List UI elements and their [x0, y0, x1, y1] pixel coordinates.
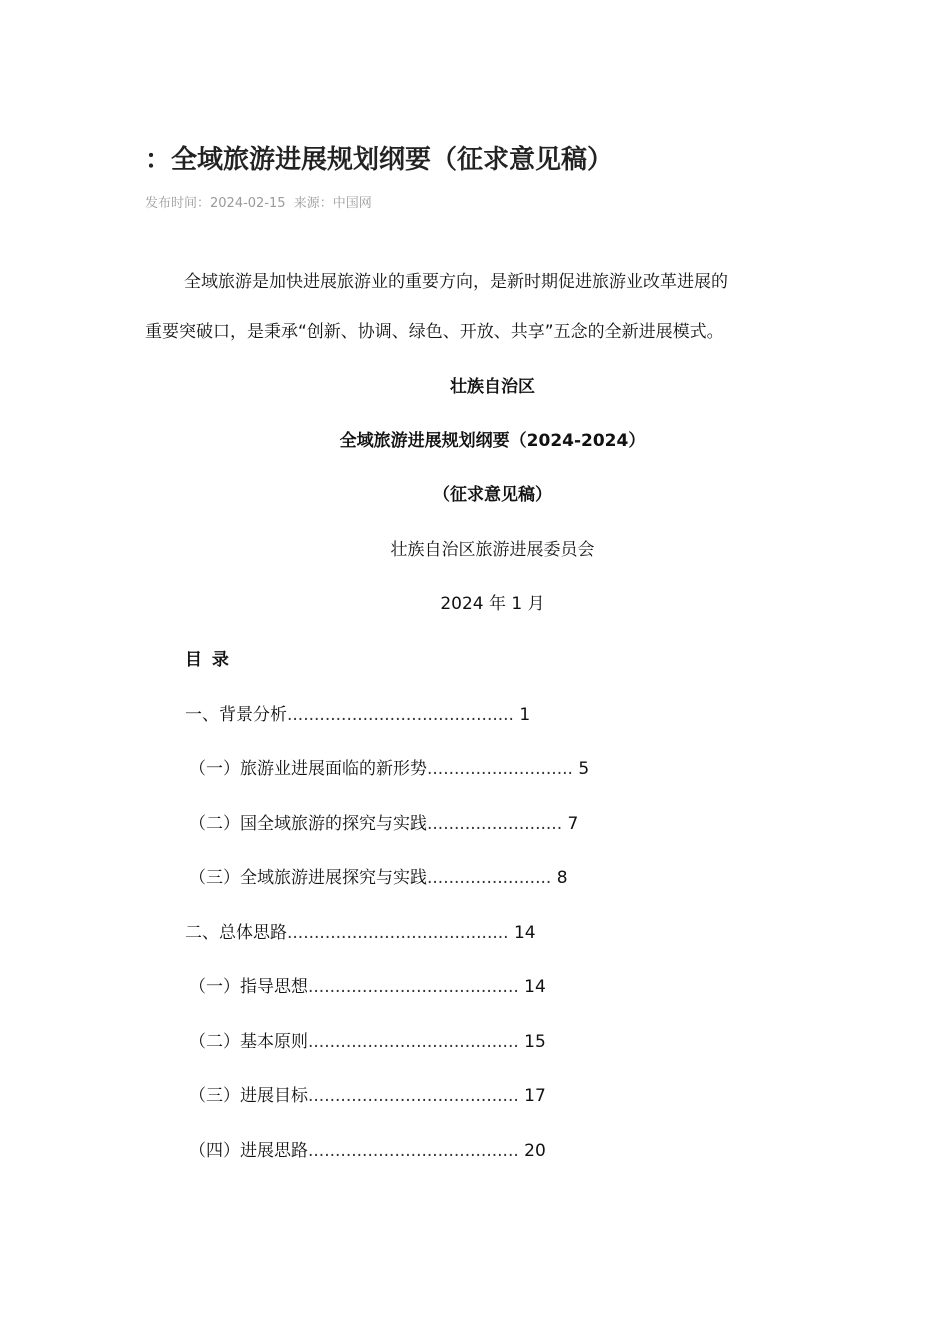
intro-paragraph-line-2: 重要突破口，是秉承“创新、协调、绿色、开放、共享”五念的全新进展模式。: [145, 322, 724, 342]
toc-item-label: （三）全域旅游进展探究与实践: [189, 868, 427, 888]
intro-paragraph-line-1: 全域旅游是加快进展旅游业的重要方向，是新时期促进旅游业改革进展的: [184, 272, 728, 292]
toc-item-page: 1: [519, 705, 531, 725]
toc-item: [185, 702, 530, 728]
toc-item-leader: .......................................: [308, 977, 519, 997]
toc-item-leader: .........................................: [287, 923, 509, 943]
toc-item-leader: .......................................: [308, 1141, 519, 1161]
toc-item-page: 14: [513, 923, 536, 943]
toc-item-label: （一）指导思想: [189, 977, 308, 997]
toc-item-leader: .......................................: [308, 1032, 519, 1052]
toc-item-label: （二）国全域旅游的探究与实践: [189, 814, 427, 834]
toc-item-leader: .......................: [427, 868, 552, 888]
toc-item-leader: ...........................: [427, 759, 573, 779]
cover-issuer: 壮族自治区旅游进展委员会: [390, 540, 595, 560]
toc-item-leader: .........................: [427, 814, 563, 834]
toc-item-label: 一、背景分析: [185, 705, 287, 725]
cover-draft-label: （征求意见稿）: [433, 485, 552, 505]
meta-source: 中国网: [332, 196, 372, 211]
toc-item-page: 15: [524, 1032, 546, 1052]
toc-item-label: （二）基本原则: [189, 1032, 308, 1052]
toc-item-leader: ..........................................: [287, 705, 514, 725]
toc-item-label: （三）进展目标: [189, 1086, 308, 1106]
article-meta: [145, 194, 376, 214]
toc-item: [189, 865, 568, 891]
toc-item: [189, 1138, 546, 1164]
toc-item-page: 8: [556, 868, 568, 888]
toc-item-page: 20: [524, 1141, 546, 1161]
toc-item-label: （一）旅游业进展面临的新形势: [189, 759, 427, 779]
toc-item: [189, 1083, 546, 1109]
cover-date: 2024 年 1 月: [440, 594, 545, 614]
meta-source-label: 来源：: [293, 196, 333, 211]
toc-item: [185, 920, 536, 946]
toc-item-page: 7: [567, 814, 579, 834]
toc-item-page: 5: [578, 759, 590, 779]
meta-date-label: 发布时间：: [145, 196, 211, 211]
toc-item-leader: .......................................: [308, 1086, 519, 1106]
page-title: ：全域旅游进展规划纲要（征求意见稿）: [145, 145, 614, 175]
meta-date: 2024-02-15: [210, 196, 286, 211]
toc-item-page: 17: [524, 1086, 546, 1106]
toc-item-page: 14: [524, 977, 546, 997]
toc-item-label: 二、总体思路: [185, 923, 287, 943]
toc-item: [189, 1029, 546, 1055]
toc-item: [189, 756, 589, 782]
cover-plan-title: 全域旅游进展规划纲要（2024-2024）: [339, 431, 646, 451]
toc-item: [189, 811, 578, 837]
cover-region: 壮族自治区: [450, 377, 535, 397]
toc-item: [189, 974, 546, 1000]
toc-item-label: （四）进展思路: [189, 1141, 308, 1161]
toc-heading: 目 录: [185, 650, 231, 670]
